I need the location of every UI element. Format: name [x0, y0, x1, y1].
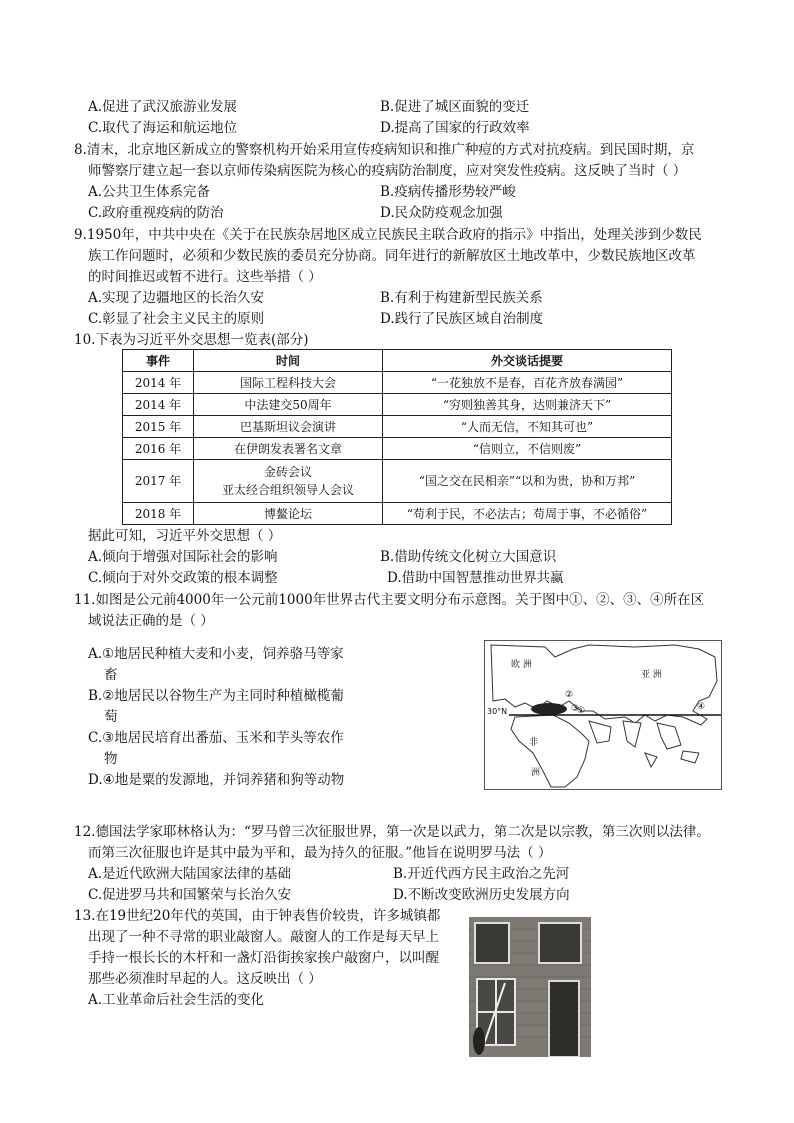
ancient-civilization-map	[484, 640, 722, 790]
q7-option-c[interactable]: C.取代了海运和航运地位	[88, 120, 238, 136]
q10-option-a[interactable]: A.倾向于增强对国际社会的影响	[88, 549, 278, 565]
table-cell-quote: “人而无信，不知其可也”	[383, 416, 672, 438]
arabia-shape	[589, 721, 611, 743]
table-cell-year: 2016 年	[123, 438, 194, 460]
q8-stem-line2: 师警察厅建立起一套以京师传染病医院为核心的疫病防治制度，应对突发性疫病。这反映了当时（ ）	[88, 163, 687, 179]
q9-stem-line1: 9.1950年，中共中央在《关于在民族杂居地区成立民族民主联合政府的指示》中指出，处理关涉到少数民	[74, 227, 702, 243]
table-cell-year: 2014 年	[123, 394, 194, 416]
table-cell-quote: “信则立，不信则废”	[383, 438, 672, 460]
map-marker-1: ①	[577, 706, 586, 716]
q7-option-d[interactable]: D.提高了国家的行政效率	[380, 120, 530, 136]
q12-stem-line1: 12.德国法学家耶林格认为：“罗马曾三次征服世界，第一次是以武力，第二次是以宗教，第三次则以法律。	[74, 824, 710, 840]
table-row	[123, 416, 672, 438]
q11-option-a-cont: 畜	[104, 667, 118, 683]
q10-option-d[interactable]: D.借助中国智慧推动世界共赢	[387, 570, 564, 586]
q9-stem-line3: 的时间推迟或暂不进行。这些举措（ ）	[88, 269, 322, 285]
q13-stem-line3: 手持一根长长的木杆和一盏灯沿街挨家挨户敲窗户，以叫醒	[88, 950, 439, 966]
q8-option-a[interactable]: A.公共卫生体系完备	[88, 184, 211, 200]
table-header-event: 事件	[123, 350, 194, 372]
table-header-summary: 外交谈话提要	[383, 350, 672, 372]
latitude-label: 30°N	[487, 707, 508, 716]
q9-option-c[interactable]: C.彰显了社会主义民主的原则	[88, 311, 265, 327]
eurasia-shape	[491, 645, 717, 725]
q10-option-c[interactable]: C.倾向于对外交政策的根本调整	[88, 570, 278, 586]
q10-option-b[interactable]: B.借助传统文化树立大国意识	[380, 549, 557, 565]
q11-stem-line1: 11.如图是公元前4000年一公元前1000年世界古代主要文明分布示意图。关于图中①、②、③、④所在区	[74, 592, 705, 608]
map-label-europe: 欧 洲	[511, 660, 532, 670]
table-cell-event: 巴基斯坦议会演讲	[194, 416, 383, 438]
q9-option-b[interactable]: B.有利于构建新型民族关系	[380, 290, 543, 306]
q9-option-d[interactable]: D.践行了民族区域自治制度	[380, 311, 544, 327]
q11-option-d[interactable]: D.④地是粟的发源地，并饲养猪和狗等动物	[88, 772, 345, 788]
map-label-africa-2: 洲	[531, 768, 541, 778]
table-row	[123, 438, 672, 460]
island-shape	[681, 751, 699, 763]
q10-stem: 10.下表为习近平外交思想一览表(部分)	[74, 332, 309, 348]
q8-stem-line1: 8.清末，北京地区新成立的警察机构开始采用宣传疫病知识和推广种痘的方式对抗疫病。到民国时期，京	[74, 142, 695, 158]
knocker-figure	[473, 1027, 485, 1055]
q12-option-c[interactable]: C.促进罗马共和国繁荣与长治久安	[88, 887, 292, 903]
q12-option-d[interactable]: D.不断改变欧洲历史发展方向	[393, 887, 570, 903]
q9-option-a[interactable]: A.实现了边疆地区的长治久安	[88, 290, 265, 306]
mediterranean-sea	[531, 703, 567, 715]
table-cell-year: 2014 年	[123, 372, 194, 394]
q11-option-b[interactable]: B.②地居民以谷物生产为主同时种植橄榄葡	[88, 688, 344, 704]
q10-followup: 据此可知，习近平外交思想（ ）	[88, 528, 282, 544]
table-cell-quote: “国之交在民相亲”“以和为贵，协和万邦”	[383, 460, 672, 503]
table-row	[123, 460, 672, 503]
q8-option-b[interactable]: B.疫病传播形势较严峻	[380, 184, 516, 200]
photo-illustration	[469, 917, 591, 1057]
q11-stem-line2: 域说法正确的是（ ）	[88, 613, 214, 629]
india-shape	[623, 721, 641, 747]
upper-window-right	[539, 923, 581, 963]
table-cell-year: 2015 年	[123, 416, 194, 438]
q11-option-c-cont: 物	[104, 751, 118, 767]
q12-option-b[interactable]: B.开近代西方民主政治之先河	[393, 866, 570, 882]
diplomacy-table	[122, 349, 672, 525]
table-row	[123, 394, 672, 416]
map-marker-3: ③	[571, 704, 580, 714]
q13-stem-line2: 出现了一种不寻常的职业敲窗人。敲窗人的工作是每天早上	[88, 929, 439, 945]
q13-option-a[interactable]: A.工业革命后社会生活的变化	[88, 992, 265, 1008]
table-cell-event: 国际工程科技大会	[194, 372, 383, 394]
table-cell-year: 2017 年	[123, 460, 194, 503]
world-map-svg	[485, 641, 721, 789]
southeast-asia-shape	[657, 723, 681, 749]
table-cell-event: 博鳌论坛	[194, 503, 383, 525]
table-cell-event-line1: 金砖会议	[263, 465, 312, 479]
q8-option-c[interactable]: C.政府重视疫病的防治	[88, 205, 224, 221]
table-cell-event-line2: 亚太经合组织领导人会议	[221, 483, 354, 497]
table-cell-event	[194, 460, 383, 503]
map-label-asia: 亚 洲	[641, 670, 662, 680]
q9-stem-line2: 族工作问题时，必须和少数民族的委员充分协商。同年进行的新解放区土地改革中，少数民族地区改革	[88, 248, 696, 264]
q11-option-c[interactable]: C.③地居民培育出番茄、玉米和芋头等农作	[88, 730, 344, 746]
q12-stem-line2: 而第三次征服也许是其中最为平和，最为持久的征服。”他旨在说明罗马法（ ）	[88, 845, 552, 861]
table-cell-quote: “苟利于民，不必法古；苟周于事，不必循俗”	[383, 503, 672, 525]
q11-option-b-cont: 萄	[104, 709, 118, 725]
map-marker-4: ④	[697, 702, 706, 712]
upper-window-left	[475, 923, 509, 963]
knocker-upper-photo	[469, 917, 591, 1057]
door	[549, 981, 579, 1057]
table-header-row	[123, 350, 672, 372]
q7-option-b[interactable]: B.促进了城区面貌的变迁	[380, 99, 530, 115]
q13-stem-line4: 那些必须准时早起的人。这反映出（ ）	[88, 971, 322, 987]
table-cell-event: 中法建交50周年	[194, 394, 383, 416]
q8-option-d[interactable]: D.民众防疫观念加强	[380, 205, 503, 221]
table-row	[123, 372, 672, 394]
table-cell-year: 2018 年	[123, 503, 194, 525]
table-header-time: 时间	[194, 350, 383, 372]
africa-shape	[511, 715, 589, 787]
table-cell-quote: “一花独放不是春，百花齐放春满园”	[383, 372, 672, 394]
table-row	[123, 503, 672, 525]
map-label-africa: 非	[529, 738, 539, 748]
q7-option-a[interactable]: A.促进了武汉旅游业发展	[88, 99, 238, 115]
table-cell-event: 在伊朗发表署名文章	[194, 438, 383, 460]
q13-stem-line1: 13.在19世纪20年代的英国，由于钟表售价较贵，许多城镇都	[74, 908, 441, 924]
q11-option-a[interactable]: A.①地居民种植大麦和小麦，饲养骆马等家	[88, 646, 344, 662]
island-shape	[645, 753, 657, 767]
q12-option-a[interactable]: A.是近代欧洲大陆国家法律的基础	[88, 866, 292, 882]
table-cell-quote: “穷则独善其身，达则兼济天下”	[383, 394, 672, 416]
map-marker-2: ②	[565, 690, 574, 700]
